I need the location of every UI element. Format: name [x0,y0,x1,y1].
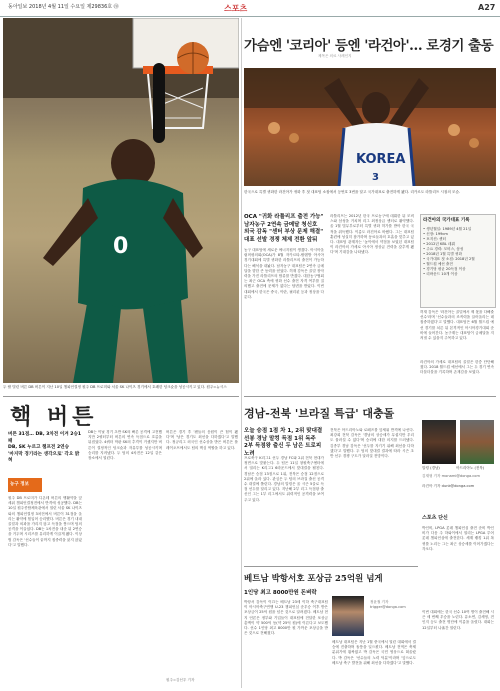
korea-player-illustration [244,68,496,186]
top-text-left: 농구 대표팀에 새로운 에너지원이 생겼다. 아시아올림픽평의회(OCA)가 8월 자카르타-팔렘방 아시아경기대회에 특별 귀화한 라틀리프의 출전이 가능하다는 해석을 내놨다. 남자농구 대표팀은 2연속 금메달을 향한 큰 동력을 얻었다. 허재 감독은 골밑 장악력을 가진 라틀리프의 합류를 반겼다. 대한농구협회는 최근 OCA 측에 귀화 선수 출전 자격 여부를 질의했고 출전에 문제가 없다는 답변을 받았다. 이번 대회에서 한국은 중국, 이란, 필리핀 등과 정상을 다툰다. [244,248,324,299]
jersey-text: KOREA [356,152,406,167]
left-text: 원주 DB 프로미가 디온테 버튼의 맹활약을 앞세워 챔피언결정전에서 반격에 성공했다. DB는 10일 원주종합체육관에서 열린 서울 SK 나이츠와의 챔피언결정 3차전에서 버튼이 31점을 올리는 활약에 힘입어 승리했다. 버튼은 경기 내내 골밑과 외곽을 가리지 않고 득점을 쌓으며 팀의 공격을 이끌었다. DB는 1차전을 내준 뒤 2연승을 거두며 시리즈를 유리하게 이끌게 됐다. 이상범 감독은 '선수들이 끝까지 집중력을 잃지 않았다'고 말했다. [8,496,82,547]
left-deck-3: '마지막 경기라는 생각으로' 각오 밝혀 [8,451,80,463]
sidebar-item: • 리바운드 10개 이상 [423,271,458,276]
top-subheads [244,214,324,244]
bottom-byline: 정윤철 기자 trigger@donga.com [370,600,406,609]
left-deck [8,432,82,465]
mid-subhead-2: 선봉 경남 말컹 득점 1위 독주 [244,435,316,442]
dunk-photo [3,18,239,383]
sidebar-item: • 2018년 1월 특별 귀화 [423,251,462,256]
top-subhead-2: 남자농구 2연속 금메달 청신호 [244,221,318,228]
divider [241,18,242,688]
brief-text: 박인비, LPGA 롯데 챔피언십 출전 준비 박인비가 다음 주 하와이에서 열리는 LPGA 투어 롯데 챔피언십에 출전한다. 세계 랭킹 1위 복귀를 노리는 그는 최근 상승세를 이어가겠다는 각오다. [422,526,494,551]
mid-headline: 경남-전북 '브라질 특급' 대충돌 [244,407,395,420]
bottom-subhead: 1인당 최고 8000만원 돈벼락 [244,590,317,596]
sidebar-item: • 경기당 평균 20득점 이상 [423,266,466,271]
page-header [0,0,500,17]
paper-info: 동아일보 2018년 4월 11일 수요일 제29836호 ㊞ [8,4,119,10]
top-text-right: 허재 감독은 '라건아는 골밑에서 제 몫을 다해줄 선수'라며 '선수들과의 조직력을 끌어올리는 데 집중하겠다'고 말했다. 대표팀은 6월 월드컵 예선 경기를 치른 뒤 본격적인 아시아경기대회 준비에 들어간다. 농구계는 대표팀이 금메달을 지켜낼 수 있을지 주목하고 있다. [420,310,494,341]
info-logo [8,478,42,492]
top-subhead-4: 대표 선발 경쟁 체제 전환 앞둬 [244,236,318,243]
mid-subheads [244,428,324,458]
player1-caption: 말컹 (경남) [422,466,440,470]
left-headline: 핵 버튼 [10,404,98,430]
bottom-headline: 베트남 박항서호 포상금 25억원 넘게 [244,574,383,584]
sidebar-item: • 포지션: 센터 [423,236,446,241]
top-subhead-3: 외국 감독 "센터 부상 문제 해결" [244,229,324,235]
sidebar-caption: 라건아 기자 dunk@donga.com [422,484,475,488]
sidebar-item: • 주요 경력: 모비스, 삼성 [423,246,464,251]
left-text2: DB는 이날 경기 초반 SK의 빠른 공격에 고전했지만 2쿼터부터 버튼의 연속 득점으로 흐름을 뒤집었다. 4쿼터 막판 SK의 추격이 거셌지만 버튼이 결정적인 덩크슛과 자유투를 성공시키며 승리를 지켜냈다. 두 팀의 4차전은 12일 같은 장소에서 열린다. [88,430,162,461]
top-byline: 제목은 의료 사례인지 [318,54,352,58]
info-logo-text: 농구 정보 [10,482,29,487]
sidebar-item: • 2012년 KBL 데뷔 [423,241,455,246]
left-deck-1: 버튼 31점… DB, 3차전 이겨 2승1패 [8,432,82,444]
korea-player-photo [244,68,496,186]
sidebar-item: • 국가대표 첫 소집: 2018년 2월 [423,256,475,261]
mid-subhead-3: 2부 득점왕 출신 두 남은 트로피 노려 [244,443,322,457]
top-subhead-1: OCA "귀화 라틀리프 출전 가능" [244,214,324,220]
divider [244,566,418,567]
page-number: A27 [478,3,496,12]
mid-subhead-1: 오늘 승점 1점 차 1, 2위 맞대결 [244,428,323,434]
player2-photo [460,420,494,464]
divider [244,396,496,397]
brief-title: 스포츠 단신 [422,515,448,521]
top-headline: 가슴엔 '코리아' 등엔 '라건아'… 로경기 출동 [244,38,494,54]
divider [3,396,239,397]
dunk-photo-caption: 두 팔 벌린 버튼 DB 버튼이 지난 10일 챔피언결정 원주 DB 프로미와 서울 SK 나이츠 경기에서 호쾌한 덩크슛을 성공시키고 있다. 원주=뉴시스 [3,385,227,389]
mid-byline: 김재형 기자 monami@donga.com [422,474,480,478]
top-photo-caption: 한국으로 특별 귀화한 라건아가 귀화 후 첫 대표팀 소집에서 등번호 3번을 달고 국가대표로 출전하게 됐다. 리카르도 라틀리프 시절의 모습. [244,190,461,194]
jersey-number: 3 [372,172,379,183]
sidebar-item: • 생년월일: 1989년 4월 21일 [423,226,472,231]
coach-photo [332,596,364,636]
left-byline: 원주=김선우 기자 [166,678,195,682]
dunk-illustration [3,18,239,383]
mid-text: 프로축구 K리그1 선두 경남 FC와 2위 전북 현대가 정면으로 맞붙는다. 두 팀은 11일 창원축구센터에서 열리는 K리그1 6라운드에서 맞대결을 펼친다. 경남은 승점 13점으로 1위, 전북은 승점 12점으로 2위에 올라 있다. 관심은 두 팀의 브라질 출신 공격수 대결에 쏠린다. 경남의 말컹은 올 시즌 5골로 득점 선두를 달리고 있다. 지난해 2부 리그 득점왕 출신인 그는 1부 리그에서도 위력적인 공격력을 보여주고 있다. [244,456,324,502]
player1-photo [422,420,456,464]
left-text3: 버튼은 경기 후 '팬들의 응원이 큰 힘이 됐다'며 '남은 경기도 최선을 다하겠다'고 말했다. 정규리그 외국인 선수상을 받은 버튼은 플레이오프에서도 팀의 핵심 역할을 하고 있다. [166,430,238,450]
svg-text:0: 0 [113,234,129,259]
sidebar-item: • 신장: 199cm [423,231,448,236]
sidebar-title: 라건아의 국가대표 기록 [423,218,470,223]
left-deck-2: DB, SK 누르고 챔프전 2연승 [8,445,70,450]
sidebar-list [421,227,495,277]
sidebar-text: 라건아의 가세로 대표팀의 골밑은 한층 단단해졌다. 2018 월드컵 예선에서 그는 두 경기 연속 더블더블을 기록하며 존재감을 보였다. [420,360,494,374]
mid-text2: 전북은 아드리아노와 로페즈를 앞세워 반격에 나선다. 최강희 전북 감독은 '경남의 상승세가 무섭지만 우리도 물러설 수 없다'며 승리에 대한 의지를 드러냈다. 김종부 경남 감독은 '선두를 지키기 위해 최선을 다하겠다'고 말했다. 두 팀의 맞대결 결과에 따라 시즌 초반 선두 경쟁 구도가 달라질 전망이다. [330,428,414,459]
section-title: 스포츠 [224,4,248,13]
player2-caption: 아드리아노 (전북) [456,466,485,470]
brief-text2: 이번 대회에는 한국 선수 10여 명이 출전해 시즌 세 번째 우승을 노린다. 유소연, 김세영, 전인지 등도 출전 명단에 이름을 올렸다. 대회는 12일부터 나흘간 열린다. [422,610,494,630]
bottom-text2: 베트남 대표팀은 지난 1월 중국에서 열린 대회에서 결승에 진출하며 돌풍을 일으켰다. 베트남 전역은 축제 분위기에 휩싸였고 박 감독은 국민 영웅으로 떠올랐다. 박 감독은 '선수들의 노력 덕분'이라며 '앞으로도 베트남 축구 발전을 위해 최선을 다하겠다'고 말했다. [332,640,416,665]
bottom-text: 박항서 감독이 이끄는 베트남 23세 이하 축구대표팀이 아시아축구연맹 U-23 챔피언십 준우승 이후 받은 포상금이 25억 원을 넘은 것으로 알려졌다. 베트남 현지 언론은 정부와 기업들이 대표팀에 전달한 포상금 총액이 약 500억 동(약 25억 원)에 이른다고 보도했다. 선수 1인당 최고 8000만 원 가까운 포상금을 받은 것으로 전해졌다. [244,600,328,636]
sidebar-box [420,214,496,308]
sidebar-item: • 월드컵 예선 출전 [423,261,453,266]
top-text-mid: 라틀리프는 2012년 한국 프로농구에 데뷔한 뒤 모비스와 삼성을 거치며 리그 최정상급 센터로 활약했다. 올 1월 법무부로부터 특별 귀화 허가를 받아 한국 국적을 취득했다. 이름도 라건아로 바꿨다. 그는 대표팀 훈련에 성실히 참가하며 동료들과의 호흡을 맞추고 있다. 대표팀 관계자는 '높이에서 약점을 보였던 대표팀이 라건아의 가세로 아시아 정상급 전력을 갖추게 됐다'며 기대감을 나타냈다. [330,214,414,255]
